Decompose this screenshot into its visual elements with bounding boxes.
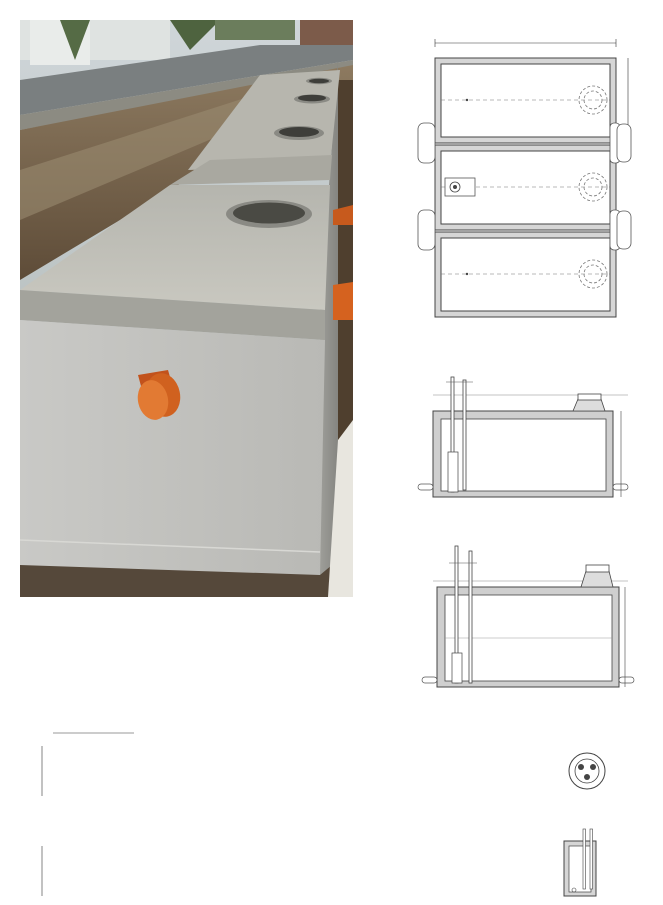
variant1-diagram [413, 372, 645, 512]
example2-side-view [28, 826, 620, 901]
variant2-diagram [413, 541, 645, 693]
example1-diagram [413, 28, 645, 328]
concrete-tank-photo [20, 20, 353, 597]
example2-top-view [28, 712, 620, 815]
